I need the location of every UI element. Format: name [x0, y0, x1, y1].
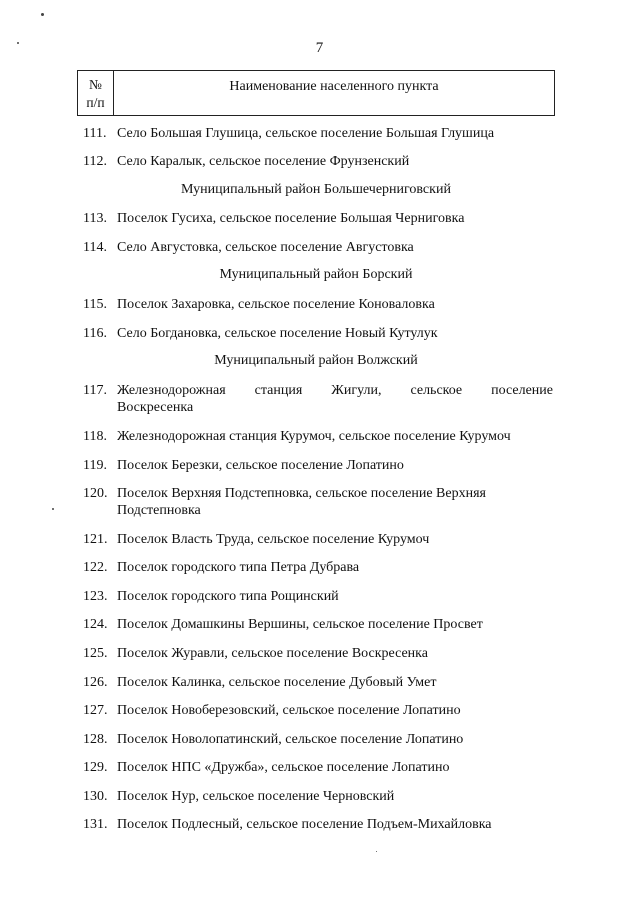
- item-number: 111.: [83, 126, 107, 141]
- item-text: Поселок НПС «Дружба», сельское поселение Лопатино: [117, 760, 450, 775]
- item-text: Село Большая Глушица, сельское поселение Большая Глушица: [117, 126, 495, 141]
- item-text: Поселок Калинка, сельское поселение Дубовый Умет: [117, 675, 437, 690]
- item-number: 123.: [83, 589, 108, 604]
- item-number: 118.: [83, 429, 107, 444]
- item-number: 122.: [83, 560, 108, 575]
- item-number: 125.: [83, 646, 108, 661]
- item-text: Поселок Березки, сельское поселение Лопатино: [117, 458, 404, 473]
- item-text: Село Каралык, сельское поселение Фрунзенский: [117, 154, 410, 169]
- section-heading: Муниципальный район Волжский: [214, 353, 418, 368]
- item-number: 115.: [83, 297, 107, 312]
- page-number: 7: [315, 40, 324, 56]
- item-text: Поселок Захаровка, сельское поселение Коноваловка: [117, 297, 435, 312]
- item-text: Поселок Подлесный, сельское поселение Подъем-Михайловка: [117, 817, 492, 832]
- item-number: 113.: [83, 211, 107, 226]
- item-text: Железнодорожная станция Курумоч, сельское поселение Курумоч: [117, 429, 511, 444]
- item-number: 121.: [83, 532, 108, 547]
- item-number: 131.: [83, 817, 108, 832]
- item-number: 126.: [83, 675, 108, 690]
- item-number: 116.: [83, 326, 107, 341]
- item-number: 117.: [83, 383, 107, 398]
- item-text: Поселок Нур, сельское поселение Черновский: [117, 789, 395, 804]
- item-text: Поселок Журавли, сельское поселение Воскресенка: [117, 646, 428, 661]
- item-text: Поселок Новоберезовский, сельское поселение Лопатино: [117, 703, 461, 718]
- item-number: 128.: [83, 732, 108, 747]
- number-abbrev: п/п: [86, 95, 105, 110]
- scan-speck: [41, 13, 44, 16]
- item-text: Поселок Власть Труда, сельское поселение Курумоч: [117, 532, 430, 547]
- item-text: Село Августовка, сельское поселение Августовка: [117, 240, 414, 255]
- section-heading: Муниципальный район Большечерниговский: [181, 182, 451, 197]
- item-text: Поселок городского типа Рощинский: [117, 589, 339, 604]
- item-text: Поселок Новолопатинский, сельское поселение Лопатино: [117, 732, 464, 747]
- scan-speck: [52, 508, 54, 510]
- item-number: 124.: [83, 617, 108, 632]
- item-text: Поселок Гусиха, сельское поселение Большая Черниговка: [117, 211, 465, 226]
- item-text: Поселок Домашкины Вершины, сельское поселение Просвет: [117, 617, 483, 632]
- item-number: 120.: [83, 486, 108, 501]
- item-number: 112.: [83, 154, 107, 169]
- section-heading: Муниципальный район Борский: [219, 267, 413, 282]
- item-text: Подстепновка: [117, 503, 201, 518]
- item-number: 129.: [83, 760, 108, 775]
- item-number: 114.: [83, 240, 107, 255]
- number-column-header: [78, 71, 114, 115]
- item-text: Село Богдановка, сельское поселение Новый Кутулук: [117, 326, 438, 341]
- item-text: Железнодорожная станция Жигули, сельское поселение: [117, 383, 553, 398]
- item-number: 130.: [83, 789, 108, 804]
- item-text: Поселок городского типа Петра Дубрава: [117, 560, 360, 575]
- item-text: Воскресенка: [117, 400, 194, 415]
- scan-speck: [376, 851, 377, 852]
- name-column-header: Наименование населенного пункта: [229, 79, 439, 94]
- number-sign: №: [89, 77, 102, 92]
- table-header: [77, 70, 555, 116]
- item-number: 119.: [83, 458, 107, 473]
- item-text: Поселок Верхняя Подстепновка, сельское поселение Верхняя: [117, 486, 486, 501]
- item-number: 127.: [83, 703, 108, 718]
